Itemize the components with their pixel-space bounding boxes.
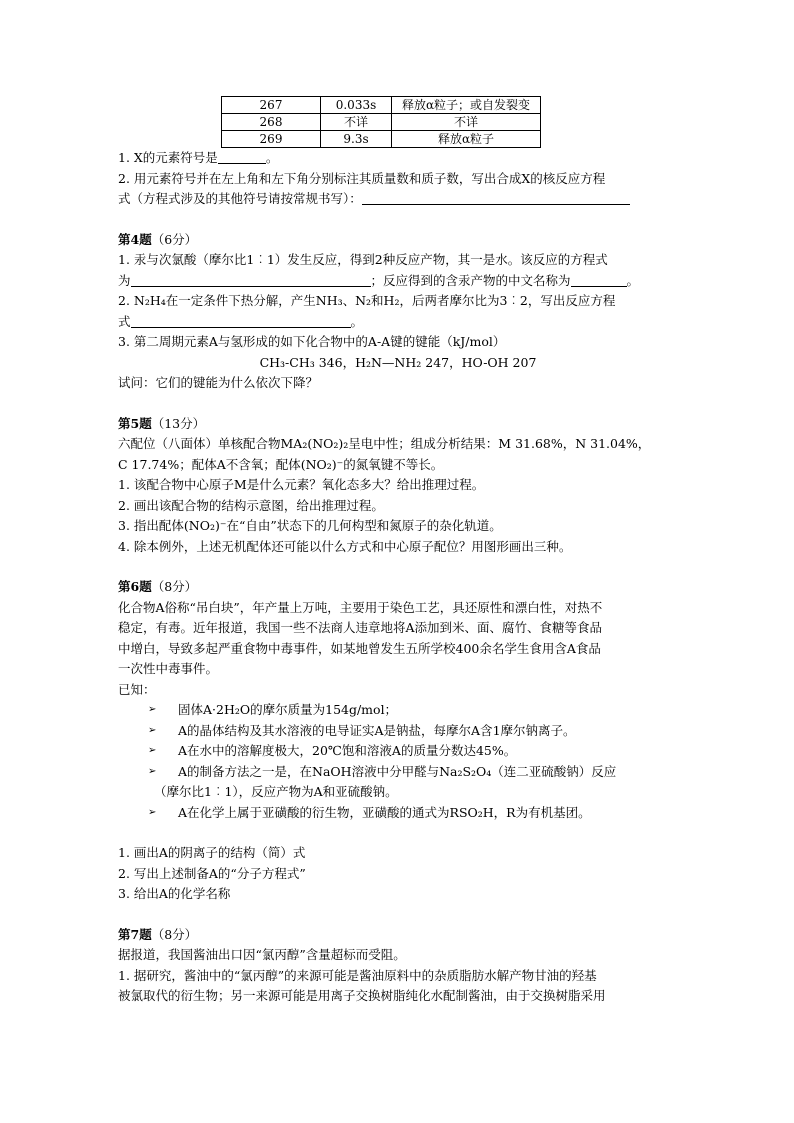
q5-line-6: 4. 除本例外，上述无机配体还可能以什么方式和中心原子配位？用图形画出三种。 [118, 538, 572, 554]
answer-blank [131, 313, 351, 328]
q6-bullet-item: ➢ A的晶体结构及其水溶液的电导证实A是钠盐，每摩尔A含1摩尔钠离子。 [118, 721, 678, 742]
q6-bullet-item: ➢ A在水中的溶解度极大，20℃饱和溶液A的质量分数达45%。 [118, 741, 678, 762]
table-cell: 267 [222, 97, 321, 114]
q7-line-3: 被氯取代的衍生物；另一来源可能是用离子交换树脂纯化水配制酱油，由于交换树脂采用 [118, 988, 606, 1003]
table-cell: 0.033s [321, 97, 392, 114]
q6-question-1: 1. 画出A的阴离子的结构（简）式 [118, 845, 306, 860]
q4-line-4: 式 。 [118, 313, 364, 329]
q6-para-line: 化合物A俗称“吊白块”，年产量上万吨，主要用于染色工艺，具还原性和漂白性，对热不 [118, 599, 603, 615]
table-cell: 释放α粒子；或自发裂变 [392, 97, 541, 114]
q6-para-line: 稳定，有毒。近年报道，我国一些不法商人违章地将A添加到米、面、腐竹、食糖等食品 [118, 620, 603, 635]
q5-line-3: 1. 该配合物中心原子M是什么元素？氧化态多大？给出推理过程。 [118, 477, 485, 492]
q6-question-2: 2. 写出上述制备A的“分子方程式” [118, 865, 306, 881]
q3-line-3: 式（方程式涉及的其他符号请按常规书写）： [118, 189, 678, 210]
answer-blank [218, 149, 266, 164]
isotope-table [221, 96, 541, 148]
answer-blank [362, 190, 630, 205]
table-cell: 9.3s [321, 131, 392, 148]
q5-line-2: C 17.74%；配体A不含氧；配体(NO₂)⁻的氮氧键不等长。 [118, 456, 444, 472]
answer-blank [131, 272, 371, 287]
table-cell: 不详 [392, 114, 541, 131]
document-page [118, 96, 678, 1007]
q3-line-2: 2. 用元素符号并在左上角和左下角分别标注其质量数和质子数，写出合成X的核反应方程 [118, 170, 606, 186]
q4-line-2: 为 ；反应得到的含汞产物的中文名称为 。 [118, 272, 640, 288]
q4-line-5: 3. 第二周期元素A与氢形成的如下化合物中的A-A键的键能（kJ/mol） [118, 334, 506, 349]
q3-line-1: 1. X的元素符号是 。 [118, 150, 279, 165]
table-cell: 不详 [321, 114, 392, 131]
arrow-bullet-icon: ➢ [148, 765, 157, 777]
q7-line-2: 1. 据研究，酱油中的“氯丙醇”的来源可能是酱油原料中的杂质脂肪水解产物甘油的羟基 [118, 967, 597, 983]
arrow-bullet-icon: ➢ [148, 806, 157, 818]
q6-bullet-continuation: （摩尔比1︰1），反应产物为A和亚硫酸钠。 [154, 784, 398, 799]
q4-line-7: 试问：它们的键能为什么依次下降？ [118, 375, 319, 390]
q6-heading: 第6题（8分） [118, 579, 198, 594]
q7-line-1: 据报道，我国酱油出口因“氯丙醇”含量超标而受阻。 [118, 947, 406, 962]
q6-bullet-item: ➢ A在化学上属于亚磺酸的衍生物，亚磺酸的通式为RSO₂H，R为有机基团。 [118, 803, 678, 824]
q5-heading: 第5题（13分） [118, 415, 206, 431]
table-cell: 269 [222, 131, 321, 148]
table-cell: 268 [222, 114, 321, 131]
q6-bullet-item: ➢ A的制备方法之一是，在NaOH溶液中分甲醛与Na₂S₂O₄（连二亚硫酸钠）反应 [118, 762, 678, 783]
q6-known-label: 已知： [118, 681, 156, 697]
q6-para-line: 中增白，导致多起严重食物中毒事件，如某地曾发生五所学校400余名学生食用含A食品 [118, 640, 601, 656]
q6-question-3: 3. 给出A的化学名称 [118, 886, 231, 901]
q6-para-line: 一次性中毒事件。 [118, 661, 219, 676]
table-cell: 释放α粒子 [392, 131, 541, 148]
arrow-bullet-icon: ➢ [148, 745, 157, 756]
q4-formula-line: CH₃-CH₃ 346，H₂N—NH₂ 247，HO-OH 207 [259, 354, 537, 370]
q5-line-4: 2. 画出该配合物的结构示意图，给出推理过程。 [118, 497, 384, 513]
table-row [222, 114, 541, 131]
arrow-bullet-icon: ➢ [148, 724, 157, 736]
q7-heading: 第7题（8分） [118, 926, 198, 942]
q5-line-5: 3. 指出配体(NO₂)⁻在“自由”状态下的几何构型和氮原子的杂化轨道。 [118, 518, 502, 533]
table-row [222, 97, 541, 114]
table-row [222, 131, 541, 148]
answer-blank [571, 272, 627, 287]
q4-line-1: 1. 汞与次氯酸（摩尔比1︰1）发生反应，得到2种反应产物，其一是水。该反应的方程式 [118, 252, 608, 267]
q6-bullet-item: ➢ 固体A·2H₂O的摩尔质量为154g/mol； [118, 700, 678, 721]
q4-line-3: 2. N₂H₄在一定条件下热分解，产生NH₃、N₂和H₂，后两者摩尔比为3︰2，写出反应方程 [118, 293, 616, 308]
arrow-bullet-icon: ➢ [148, 704, 157, 715]
q5-line-1: 六配位（八面体）单核配合物MA₂(NO₂)₂呈电中性；组成分析结果：M 31.68%，N 31.04%， [118, 436, 651, 451]
q4-heading: 第4题（6分） [118, 231, 198, 247]
